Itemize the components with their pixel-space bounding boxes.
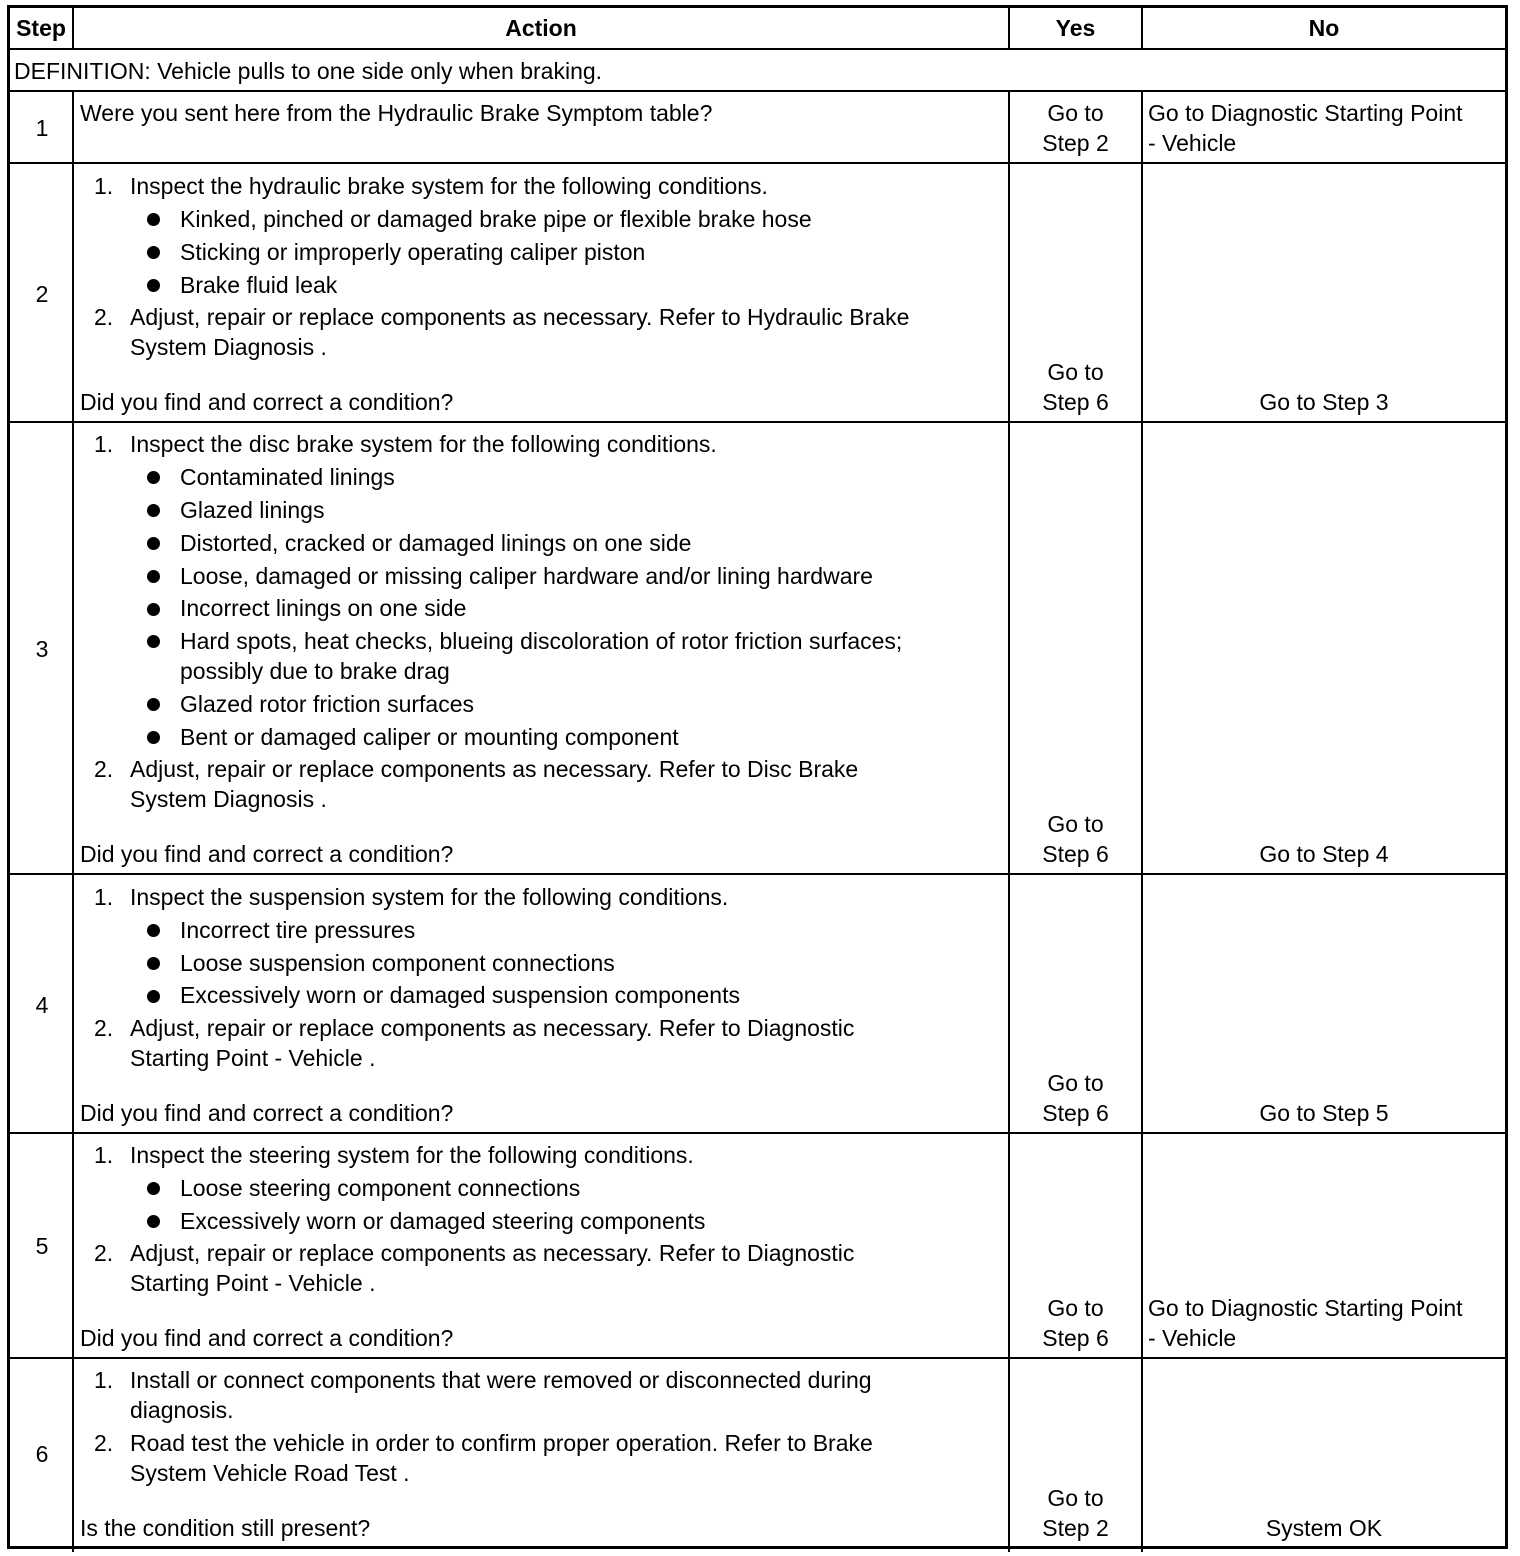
no-action: - Vehicle bbox=[1148, 130, 1237, 156]
action-line: Install or connect components that were removed or disconnected during bbox=[130, 1367, 872, 1393]
list-number: 2. bbox=[94, 1240, 114, 1266]
yes-action: Go to bbox=[1047, 359, 1104, 385]
yes-action: Step 2 bbox=[1042, 130, 1109, 156]
bullet bbox=[147, 570, 160, 583]
action-line: diagnosis. bbox=[130, 1397, 234, 1423]
list-number: 1. bbox=[94, 173, 114, 199]
step-question: Is the condition still present? bbox=[80, 1515, 371, 1541]
bullet bbox=[147, 603, 160, 616]
action-line: Road test the vehicle in order to confirm proper operation. Refer to Brake bbox=[130, 1430, 873, 1456]
step-number: 5 bbox=[35, 1233, 49, 1259]
yes-action: Go to bbox=[1047, 811, 1104, 837]
definition-text: DEFINITION: Vehicle pulls to one side only when braking. bbox=[14, 58, 603, 84]
action-line: System Vehicle Road Test . bbox=[130, 1460, 410, 1486]
no-action: Go to Diagnostic Starting Point bbox=[1148, 100, 1463, 126]
condition-item: Incorrect linings on one side bbox=[180, 595, 467, 621]
bullet bbox=[147, 990, 160, 1003]
step-question: Were you sent here from the Hydraulic Brake Symptom table? bbox=[80, 100, 713, 126]
column-divider bbox=[1141, 90, 1143, 1552]
header-step: Step bbox=[16, 15, 66, 41]
bullet bbox=[147, 924, 160, 937]
definition-divider bbox=[10, 90, 1505, 92]
bullet bbox=[147, 213, 160, 226]
action-line: Starting Point - Vehicle . bbox=[130, 1270, 376, 1296]
yes-action: Go to bbox=[1047, 100, 1104, 126]
bullet bbox=[147, 635, 160, 648]
bullet bbox=[147, 731, 160, 744]
no-action: Go to Step 3 bbox=[1259, 389, 1389, 415]
condition-item: Loose suspension component connections bbox=[180, 950, 615, 976]
no-action: - Vehicle bbox=[1148, 1325, 1237, 1351]
bullet bbox=[147, 246, 160, 259]
condition-item: Contaminated linings bbox=[180, 464, 395, 490]
no-action: Go to Step 4 bbox=[1259, 841, 1389, 867]
condition-item: Glazed linings bbox=[180, 497, 325, 523]
action-line: Inspect the steering system for the following conditions. bbox=[130, 1142, 694, 1168]
yes-action: Step 2 bbox=[1042, 1515, 1109, 1541]
bullet bbox=[147, 537, 160, 550]
bullet bbox=[147, 279, 160, 292]
list-number: 1. bbox=[94, 431, 114, 457]
action-line: Adjust, repair or replace components as necessary. Refer to Hydraulic Brake bbox=[130, 304, 910, 330]
bullet bbox=[147, 698, 160, 711]
condition-item: Bent or damaged caliper or mounting component bbox=[180, 724, 679, 750]
header-divider bbox=[10, 48, 1505, 50]
bullet bbox=[147, 957, 160, 970]
step-number: 3 bbox=[35, 636, 49, 662]
no-action: Go to Step 5 bbox=[1259, 1100, 1389, 1126]
header-no: No bbox=[1308, 15, 1340, 41]
header-yes: Yes bbox=[1055, 15, 1096, 41]
condition-item: Loose steering component connections bbox=[180, 1175, 581, 1201]
condition-item: Loose, damaged or missing caliper hardware and/or lining hardware bbox=[180, 563, 873, 589]
bullet bbox=[147, 1215, 160, 1228]
row-divider bbox=[10, 873, 1505, 875]
bullet bbox=[147, 471, 160, 484]
condition-item: Distorted, cracked or damaged linings on one side bbox=[180, 530, 692, 556]
no-action: System OK bbox=[1265, 1515, 1383, 1541]
diagnostic-table bbox=[7, 5, 1508, 1549]
yes-action: Go to bbox=[1047, 1070, 1104, 1096]
row-divider bbox=[10, 1357, 1505, 1359]
condition-item: possibly due to brake drag bbox=[180, 658, 450, 684]
condition-item: Kinked, pinched or damaged brake pipe or flexible brake hose bbox=[180, 206, 812, 232]
condition-item: Incorrect tire pressures bbox=[180, 917, 416, 943]
step-question: Did you find and correct a condition? bbox=[80, 1325, 454, 1351]
no-action: Go to Diagnostic Starting Point bbox=[1148, 1295, 1463, 1321]
row-divider bbox=[10, 162, 1505, 164]
list-number: 2. bbox=[94, 304, 114, 330]
bullet bbox=[147, 1182, 160, 1195]
list-number: 1. bbox=[94, 1367, 114, 1393]
yes-action: Go to bbox=[1047, 1295, 1104, 1321]
step-number: 4 bbox=[35, 992, 49, 1018]
step-number: 1 bbox=[35, 115, 49, 141]
action-line: System Diagnosis . bbox=[130, 334, 327, 360]
step-number: 2 bbox=[35, 281, 49, 307]
condition-item: Brake fluid leak bbox=[180, 272, 338, 298]
row-divider bbox=[10, 421, 1505, 423]
action-line: Starting Point - Vehicle . bbox=[130, 1045, 376, 1071]
condition-item: Excessively worn or damaged suspension components bbox=[180, 982, 740, 1008]
yes-action: Step 6 bbox=[1042, 841, 1109, 867]
action-line: Inspect the disc brake system for the following conditions. bbox=[130, 431, 717, 457]
step-question: Did you find and correct a condition? bbox=[80, 1100, 454, 1126]
action-line: Adjust, repair or replace components as necessary. Refer to Diagnostic bbox=[130, 1015, 855, 1041]
yes-action: Step 6 bbox=[1042, 389, 1109, 415]
list-number: 2. bbox=[94, 1430, 114, 1456]
row-divider bbox=[10, 1132, 1505, 1134]
step-number: 6 bbox=[35, 1441, 49, 1467]
condition-item: Excessively worn or damaged steering components bbox=[180, 1208, 706, 1234]
action-line: Inspect the suspension system for the following conditions. bbox=[130, 884, 729, 910]
condition-item: Sticking or improperly operating caliper piston bbox=[180, 239, 646, 265]
yes-action: Step 6 bbox=[1042, 1325, 1109, 1351]
action-line: Adjust, repair or replace components as necessary. Refer to Diagnostic bbox=[130, 1240, 855, 1266]
action-line: Inspect the hydraulic brake system for the following conditions. bbox=[130, 173, 768, 199]
list-number: 1. bbox=[94, 884, 114, 910]
condition-item: Glazed rotor friction surfaces bbox=[180, 691, 475, 717]
step-question: Did you find and correct a condition? bbox=[80, 841, 454, 867]
list-number: 2. bbox=[94, 1015, 114, 1041]
yes-action: Step 6 bbox=[1042, 1100, 1109, 1126]
list-number: 1. bbox=[94, 1142, 114, 1168]
list-number: 2. bbox=[94, 756, 114, 782]
yes-action: Go to bbox=[1047, 1485, 1104, 1511]
step-question: Did you find and correct a condition? bbox=[80, 389, 454, 415]
bullet bbox=[147, 504, 160, 517]
action-line: Adjust, repair or replace components as necessary. Refer to Disc Brake bbox=[130, 756, 859, 782]
header-action: Action bbox=[505, 15, 577, 41]
condition-item: Hard spots, heat checks, blueing discoloration of rotor friction surfaces; bbox=[180, 628, 903, 654]
action-line: System Diagnosis . bbox=[130, 786, 327, 812]
